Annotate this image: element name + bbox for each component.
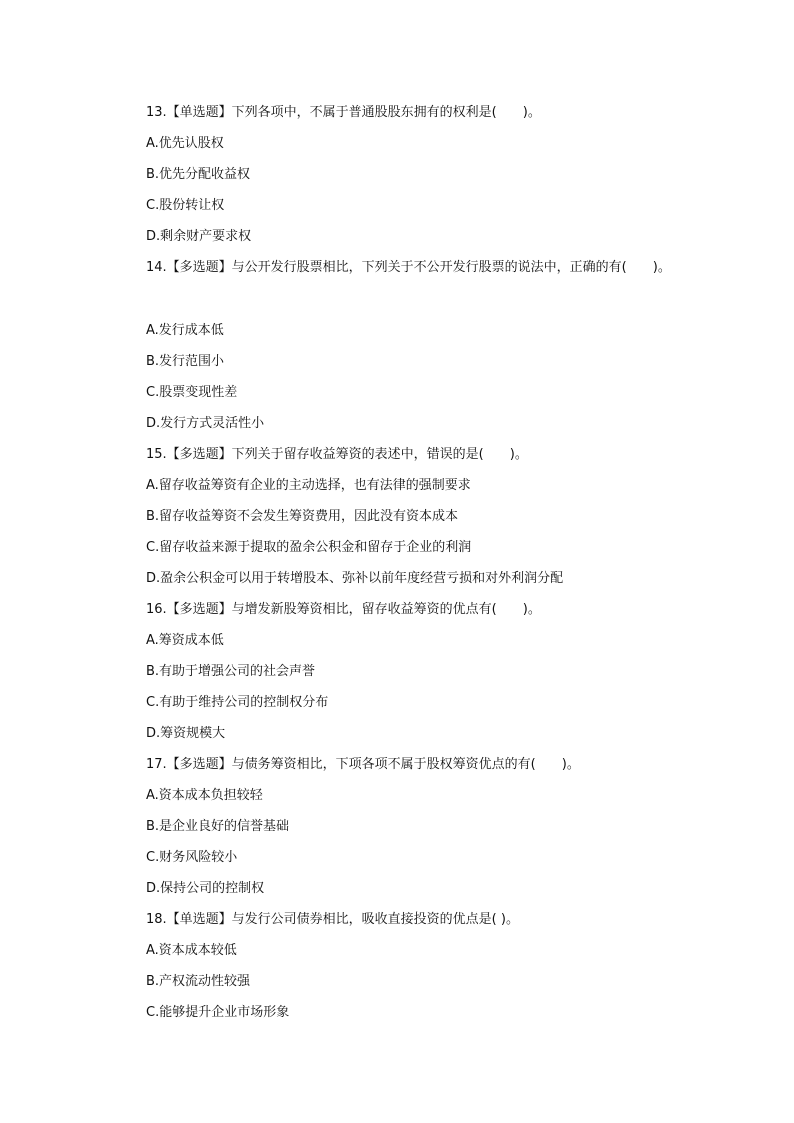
question-16-stem: 16.【多选题】与增发新股筹资相比，留存收益筹资的优点有( )。 [146,602,541,617]
question-13-option-d: D.剩余财产要求权 [146,229,252,244]
question-13-option-b: B.优先分配收益权 [146,167,251,182]
question-18-option-a: A.资本成本较低 [146,943,237,958]
document-page [146,104,746,1035]
question-15-option-b: B.留存收益筹资不会发生筹资费用，因此没有资本成本 [146,509,459,524]
question-18-option-c: C.能够提升企业市场形象 [146,1005,290,1020]
question-14-option-b: B.发行范围小 [146,354,225,369]
question-17-option-b: B.是企业良好的信誉基础 [146,819,290,834]
question-14-option-c: C.股票变现性差 [146,385,238,400]
question-14-stem: 14.【多选题】与公开发行股票相比，下列关于不公开发行股票的说法中，正确的有( )。 [146,260,671,275]
question-15-option-a: A.留存收益筹资有企业的主动选择，也有法律的强制要求 [146,478,471,493]
question-16-option-d: D.筹资规模大 [146,726,226,741]
question-17-option-c: C.财务风险较小 [146,850,238,865]
question-16-option-c: C.有助于维持公司的控制权分布 [146,695,329,710]
question-18-stem: 18.【单选题】与发行公司债券相比，吸收直接投资的优点是( )。 [146,912,519,927]
question-14-option-d: D.发行方式灵活性小 [146,416,265,431]
question-16-option-b: B.有助于增强公司的社会声誉 [146,664,316,679]
question-17-stem: 17.【多选题】与债务筹资相比，下项各项不属于股权筹资优点的有( )。 [146,757,580,772]
question-13-option-c: C.股份转让权 [146,198,225,213]
question-18-option-b: B.产权流动性较强 [146,974,251,989]
question-17-option-d: D.保持公司的控制权 [146,881,265,896]
question-13-stem: 13.【单选题】下列各项中，不属于普通股股东拥有的权利是( )。 [146,105,541,120]
question-15-option-c: C.留存收益来源于提取的盈余公积金和留存于企业的利润 [146,540,472,555]
question-13-option-a: A.优先认股权 [146,136,224,151]
question-16-option-a: A.筹资成本低 [146,633,224,648]
question-15-option-d: D.盈余公积金可以用于转增股本、弥补以前年度经营亏损和对外利润分配 [146,571,564,586]
question-17-option-a: A.资本成本负担较轻 [146,788,263,803]
question-15-stem: 15.【多选题】下列关于留存收益筹资的表述中，错误的是( )。 [146,447,528,462]
question-14-option-a: A.发行成本低 [146,323,224,338]
